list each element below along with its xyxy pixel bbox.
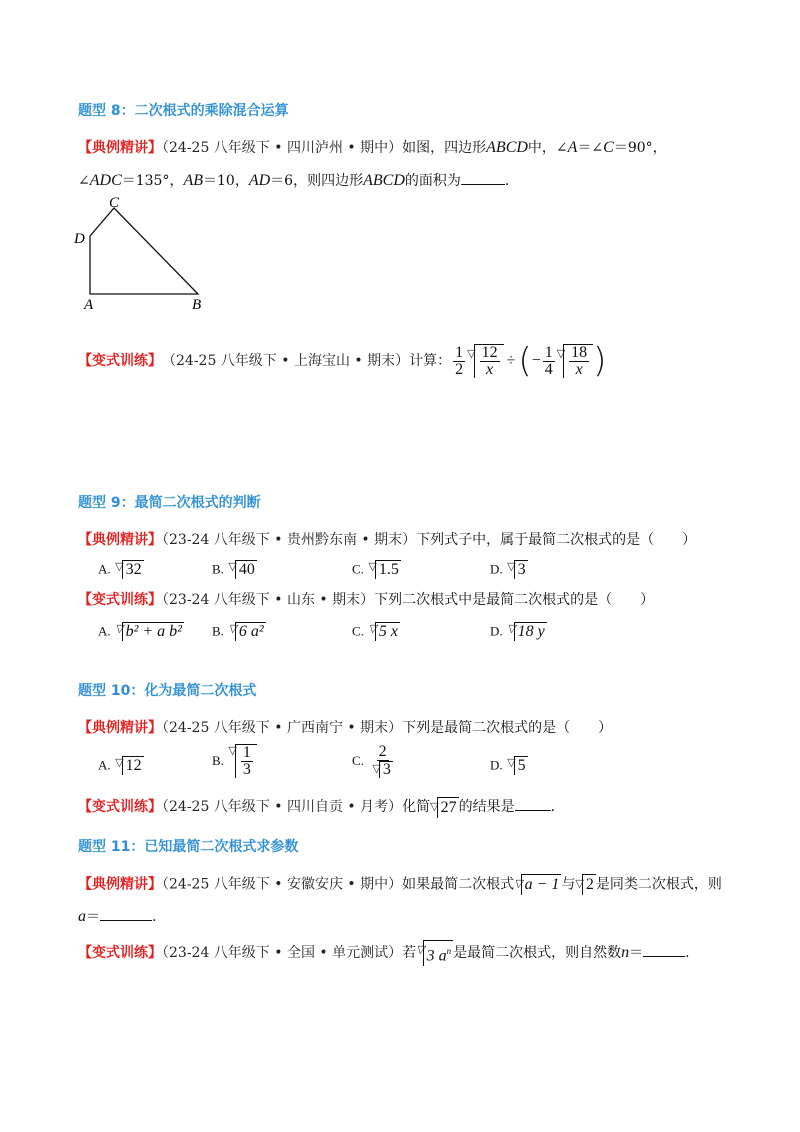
radicand: 40 [235, 560, 257, 579]
section-10-heading: 题型 10：化为最简二次根式 [78, 683, 257, 699]
section-11-heading: 题型 11：已知最简二次根式求参数 [78, 839, 299, 855]
fraction-num: 1 [242, 744, 251, 761]
radical-glyph: ▽ [228, 623, 237, 635]
radical-glyph: ▽ [368, 561, 377, 573]
variant-source: （24-25 八年级下 • 上海宝山 • 期末） [162, 353, 410, 369]
example-text: 下列式子中，属于最简二次根式的是（ ） [416, 532, 697, 548]
variant-tag: 【变式训练】 [78, 945, 162, 962]
period: . [550, 799, 556, 815]
radical-glyph: ▽ [575, 878, 584, 890]
option-label: A. [98, 623, 111, 639]
fraction-den: 3 [242, 761, 251, 778]
radical-glyph: ▽ [507, 623, 516, 635]
variant-source: （23-24 八年级下 • 山东 • 期末） [162, 592, 375, 608]
var-a: a [78, 908, 86, 925]
option-label: B. [212, 623, 224, 639]
radical-glyph: ▽ [115, 561, 124, 573]
radicand: 1.5 [375, 560, 401, 579]
variant-text: 的结果是 [458, 799, 515, 815]
s9-variant-option-a[interactable] [98, 622, 184, 641]
fraction-den: 2 [455, 360, 464, 378]
radical-glyph: ▽ [556, 348, 566, 360]
option-label: C. [352, 753, 364, 768]
var-c: C [603, 139, 614, 156]
option-label: B. [212, 561, 224, 577]
radicand-base: 3 a [426, 947, 447, 965]
section-8-variant [78, 341, 607, 381]
example-source: （24-25 八年级下 • 安徽安庆 • 期中） [162, 876, 403, 893]
radical-glyph: ▽ [115, 623, 124, 635]
fraction-num: 1 [455, 343, 464, 361]
variant-tag: 【变式训练】 [78, 353, 162, 369]
variant-text: 化简 [402, 799, 431, 815]
var-ad: AD [248, 172, 271, 189]
fraction-num: 1 [544, 343, 553, 361]
radical-glyph: ▽ [416, 944, 425, 956]
answer-blank [461, 170, 505, 185]
radical-glyph: ▽ [514, 878, 523, 890]
example-tag: 【典例精讲】 [78, 140, 162, 156]
s10-option-c[interactable] [352, 744, 397, 778]
radical [557, 344, 593, 378]
s10-option-a[interactable] [98, 756, 144, 775]
var-abcd: ABCD [363, 172, 405, 189]
radicand: 27 [437, 797, 459, 818]
variant-tag: 【变式训练】 [78, 799, 162, 815]
label-a: A [84, 297, 94, 313]
section-11-example [78, 874, 722, 895]
variant-expression: $\frac{1}{2}$ ▽ $\frac{12}{x}$ ÷ ( − $\frac{1}{4}$ ▽ $\frac{18}{x}$ ) [455, 341, 607, 381]
label-b: B [192, 297, 202, 313]
example-text: 如图，四边形 [402, 140, 487, 156]
equals-sign: ＝ [86, 909, 100, 925]
radicand: 18 y [514, 622, 547, 641]
section-8-heading: 题型 8：二次根式的乘除混合运算 [78, 103, 289, 119]
example-text: ＝10， [203, 173, 249, 189]
var-abcd: ABCD [486, 139, 528, 156]
radicand: 2 [582, 874, 596, 895]
example-text: 的面积为 [404, 173, 461, 189]
var-a: A [567, 139, 578, 156]
var-n: n [621, 944, 630, 962]
s9-variant-option-b[interactable] [212, 622, 266, 641]
example-source: （24-25 八年级下 • 广西南宁 • 期末） [162, 720, 403, 736]
radical-glyph: ▽ [372, 763, 381, 775]
radicand: 12 [122, 756, 144, 775]
radicand [423, 940, 454, 966]
section-11-example-line2 [78, 906, 156, 927]
quadrilateral-outline [90, 208, 198, 294]
variant-source: （23-24 八年级下 • 全国 • 单元测试） [162, 945, 403, 962]
equals-sign: ＝ [629, 945, 644, 962]
example-source: （24-25 八年级下 • 四川泸州 • 期中） [162, 140, 403, 156]
example-tag: 【典例精讲】 [78, 720, 162, 736]
option-label: A. [98, 561, 111, 577]
fraction-num: 2 [378, 743, 387, 760]
option-label: D. [490, 623, 503, 639]
s10-option-d[interactable] [490, 756, 528, 775]
s9-example-option-c[interactable] [352, 560, 401, 579]
example-text: . [504, 173, 510, 189]
fraction [453, 345, 465, 378]
fraction-num: 18 [571, 344, 588, 361]
radical-glyph: ▽ [368, 623, 377, 635]
example-text: ＝135°， [121, 173, 184, 189]
radicand: 5 [514, 756, 528, 775]
section-11-variant [78, 940, 690, 966]
example-tag: 【典例精讲】 [78, 876, 162, 893]
exponent: n [446, 946, 452, 956]
option-label: B. [212, 753, 224, 768]
period: . [685, 945, 690, 962]
quadrilateral-figure [66, 194, 216, 314]
radicand [563, 344, 593, 378]
var-adc: ADC [89, 172, 122, 189]
radicand: a − 1 [521, 874, 562, 895]
fraction-num: 12 [481, 344, 498, 361]
fraction-den: x [575, 361, 583, 378]
divide-sign: ÷ [506, 352, 516, 369]
section-8-example-line2 [78, 170, 509, 191]
fraction-den: 4 [544, 360, 553, 378]
section-8-example [78, 138, 667, 158]
radicand: 3 [514, 560, 528, 579]
answer-blank [100, 906, 152, 921]
example-text: 中，∠ [527, 140, 568, 156]
radicand: b² + a b² [122, 622, 184, 641]
variant-source: （24-25 八年级下 • 四川自贡 • 月考） [162, 799, 403, 815]
section-10-example [78, 718, 612, 738]
example-text: ＝∠ [577, 140, 604, 156]
radical-glyph: ▽ [228, 745, 237, 757]
s9-example-option-d[interactable] [490, 560, 528, 579]
s9-variant-option-c[interactable] [352, 622, 400, 641]
section-9-variant [78, 590, 654, 610]
example-tag: 【典例精讲】 [78, 532, 162, 548]
radicand: 32 [122, 560, 144, 579]
label-c: C [109, 195, 120, 211]
variant-text: 若 [402, 945, 417, 962]
answer-blank [643, 942, 685, 957]
fraction-den: x [486, 361, 494, 378]
option-label: C. [352, 561, 364, 577]
minus-sign: − [531, 352, 541, 369]
section-10-variant [78, 796, 555, 818]
radicand [474, 344, 504, 378]
radicand: 6 a² [235, 622, 266, 641]
s10-option-b[interactable] [212, 744, 257, 778]
example-text: ＝6，则四边形 [270, 173, 364, 189]
option-label: D. [490, 757, 503, 773]
radical-glyph: ▽ [507, 561, 516, 573]
section-9-example [78, 530, 696, 550]
example-text: 与 [561, 876, 576, 893]
radical-glyph: ▽ [507, 757, 516, 769]
var-ab: AB [183, 172, 204, 189]
radical-glyph: ▽ [430, 800, 439, 813]
radical [467, 344, 503, 378]
radical-glyph: ▽ [467, 348, 476, 360]
s9-variant-option-d[interactable] [490, 622, 547, 641]
example-text: 下列是最简二次根式的是（ ） [402, 720, 613, 736]
period: . [152, 909, 157, 925]
section-9-heading: 题型 9：最简二次根式的判断 [78, 495, 261, 511]
option-label: C. [352, 623, 364, 639]
s9-example-option-b[interactable] [212, 560, 257, 579]
example-source: （23-24 八年级下 • 贵州黔东南 • 期末） [162, 532, 417, 548]
variant-tag: 【变式训练】 [78, 592, 162, 608]
example-text: ∠ [78, 173, 90, 189]
radical-glyph: ▽ [228, 561, 237, 573]
fraction [543, 345, 555, 378]
radicand: 5 x [375, 622, 400, 641]
variant-text: 下列二次根式中是最简二次根式的是（ ） [374, 592, 655, 608]
example-text: 是同类二次根式，则 [595, 876, 722, 893]
option-label: D. [490, 561, 503, 577]
example-text: ＝90°， [613, 140, 667, 156]
radical-glyph: ▽ [115, 757, 124, 769]
label-d: D [74, 231, 85, 247]
example-text: 如果最简二次根式 [402, 876, 515, 893]
option-label: A. [98, 757, 111, 773]
variant-text: 是最简二次根式，则自然数 [453, 945, 622, 962]
radicand: 3 [379, 761, 393, 778]
s9-example-option-a[interactable] [98, 560, 144, 579]
answer-blank [515, 796, 551, 811]
variant-text: 计算： [409, 353, 452, 369]
